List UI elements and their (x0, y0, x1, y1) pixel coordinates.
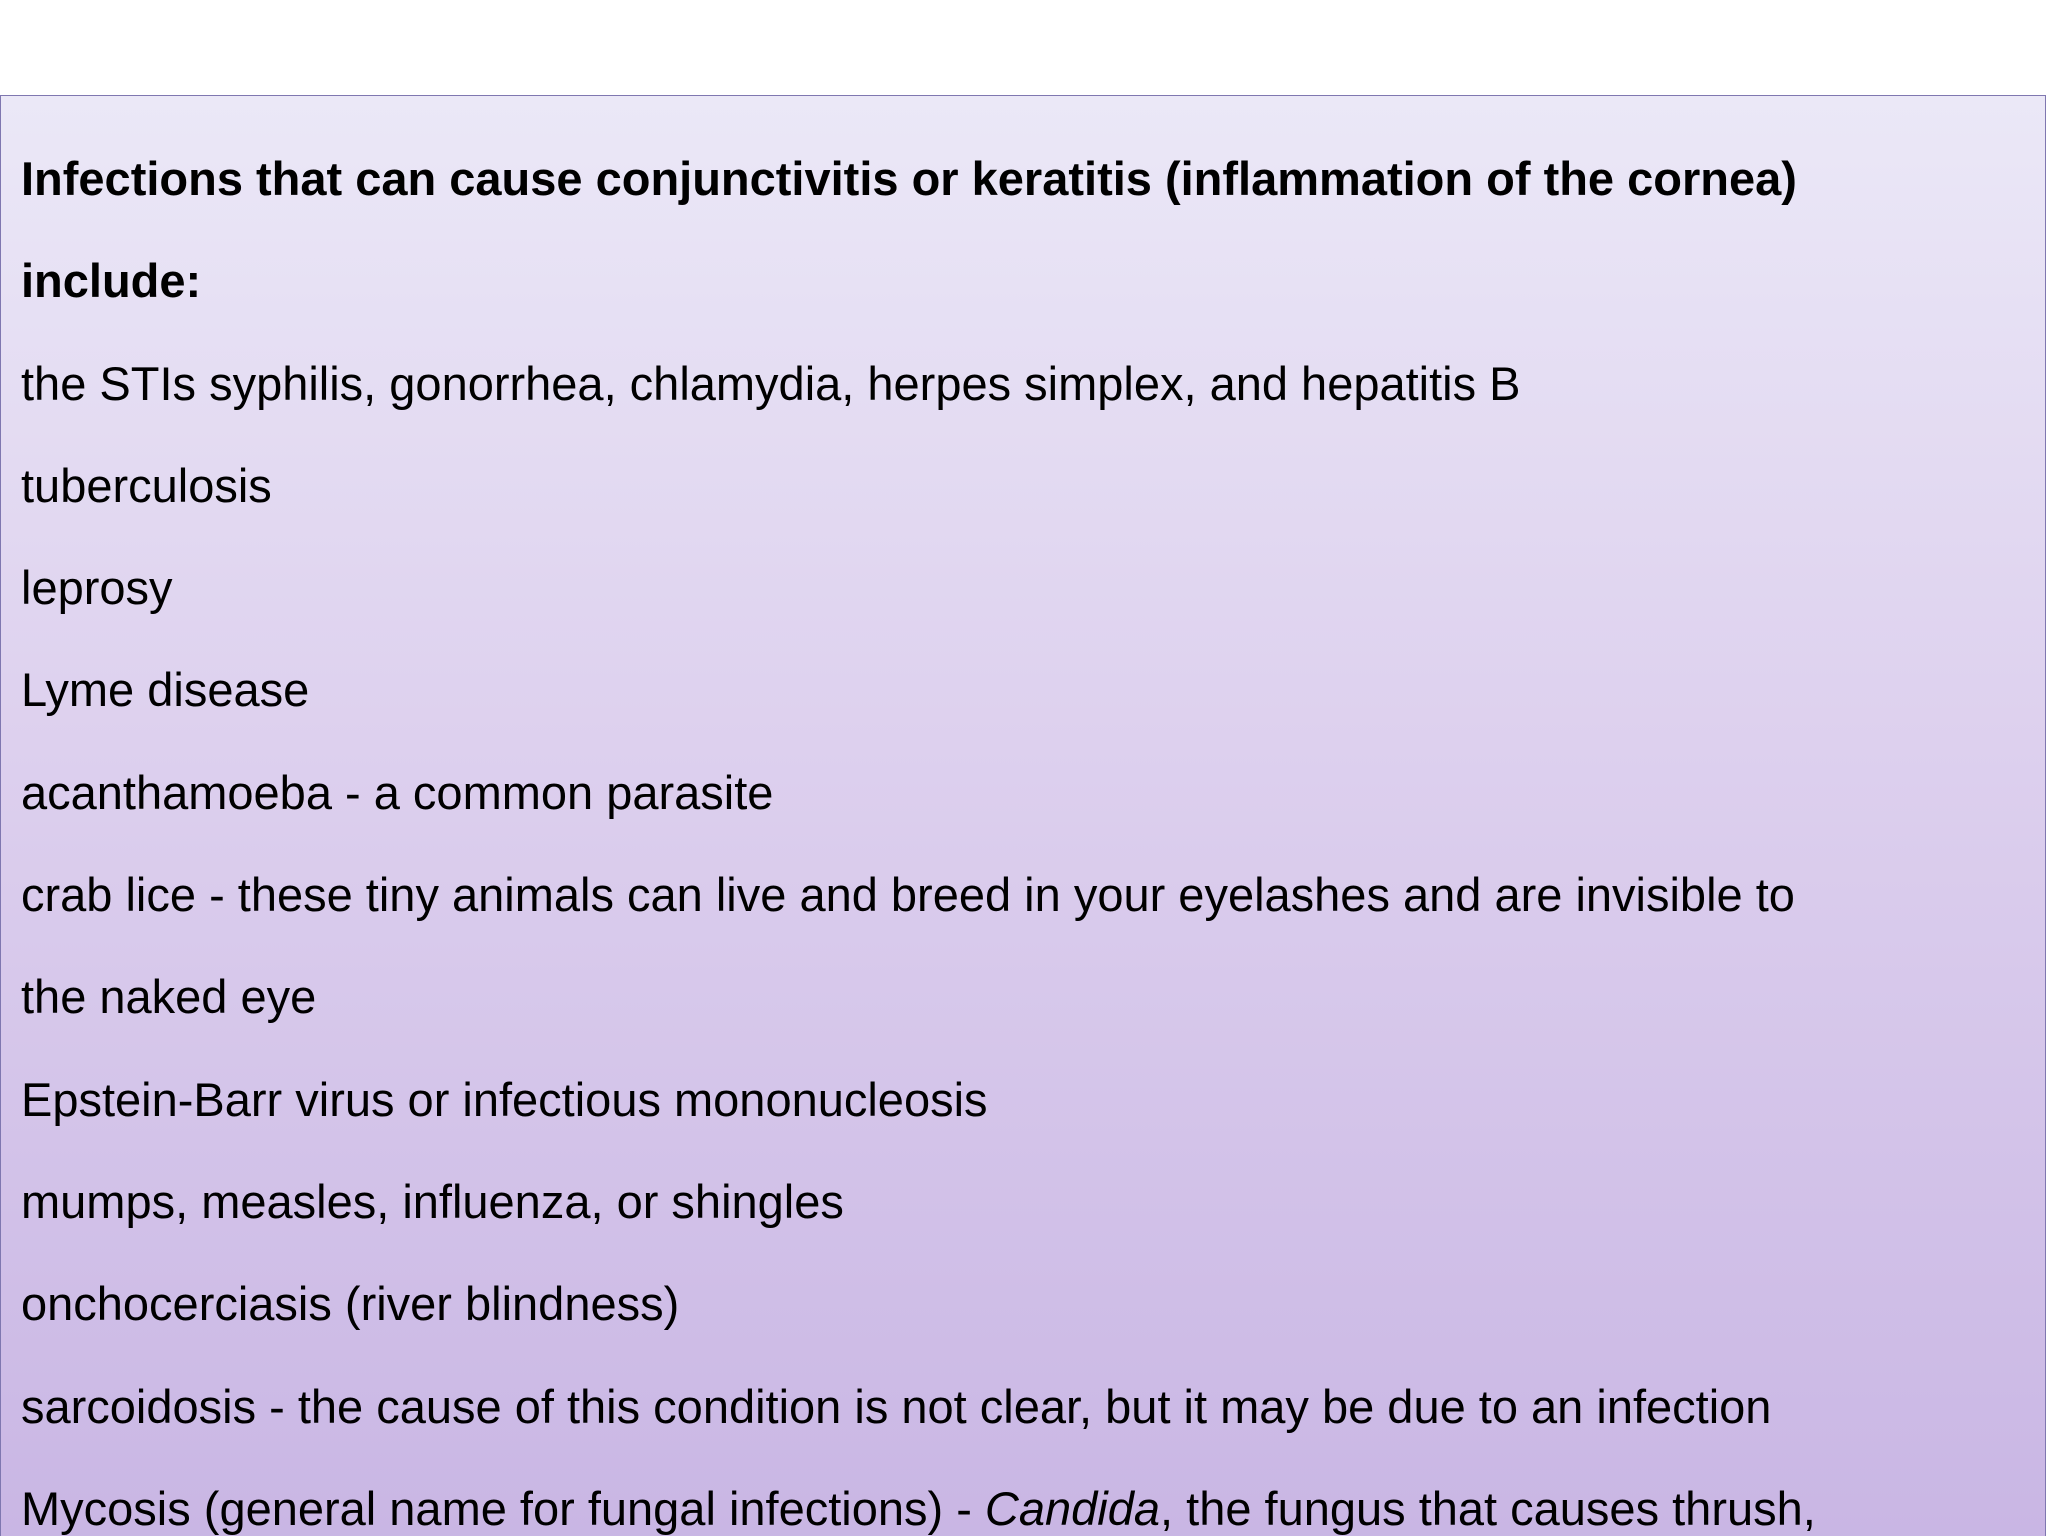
list-item-leprosy: leprosy (21, 561, 173, 615)
list-item-lyme-disease: Lyme disease (21, 663, 310, 717)
heading-line-2: include: (21, 254, 202, 308)
list-item-crab-lice-continued: the naked eye (21, 970, 317, 1024)
candida-italic: Candida (984, 1481, 1161, 1535)
list-item-epstein-barr: Epstein-Barr virus or infectious mononucleosis (21, 1072, 988, 1126)
list-item-crab-lice: crab lice - these tiny animals can live and breed in your eyelashes and are invisible to (21, 868, 1795, 922)
list-item-stis: the STIs syphilis, gonorrhea, chlamydia, herpes simplex, and hepatitis B (21, 356, 1521, 410)
list-item-onchocerciasis: onchocerciasis (river blindness) (21, 1277, 680, 1331)
content-box (0, 95, 2046, 1536)
list-item-mycosis (21, 1458, 2031, 1536)
list-item-acanthamoeba: acanthamoeba - a common parasite (21, 765, 774, 819)
mycosis-suffix: , the fungus that causes thrush, (1160, 1481, 1816, 1535)
list-item-tuberculosis: tuberculosis (21, 458, 272, 512)
text-block (21, 128, 2031, 1536)
list-item-sarcoidosis: sarcoidosis - the cause of this condition is not clear, but it may be due to an infection (21, 1379, 1772, 1433)
list-item-mumps-measles: mumps, measles, influenza, or shingles (21, 1174, 844, 1228)
heading-line-1: Infections that can cause conjunctivitis or keratitis (inflammation of the cornea) (21, 152, 1797, 205)
mycosis-prefix: Mycosis (general name for fungal infections) - (21, 1481, 985, 1535)
